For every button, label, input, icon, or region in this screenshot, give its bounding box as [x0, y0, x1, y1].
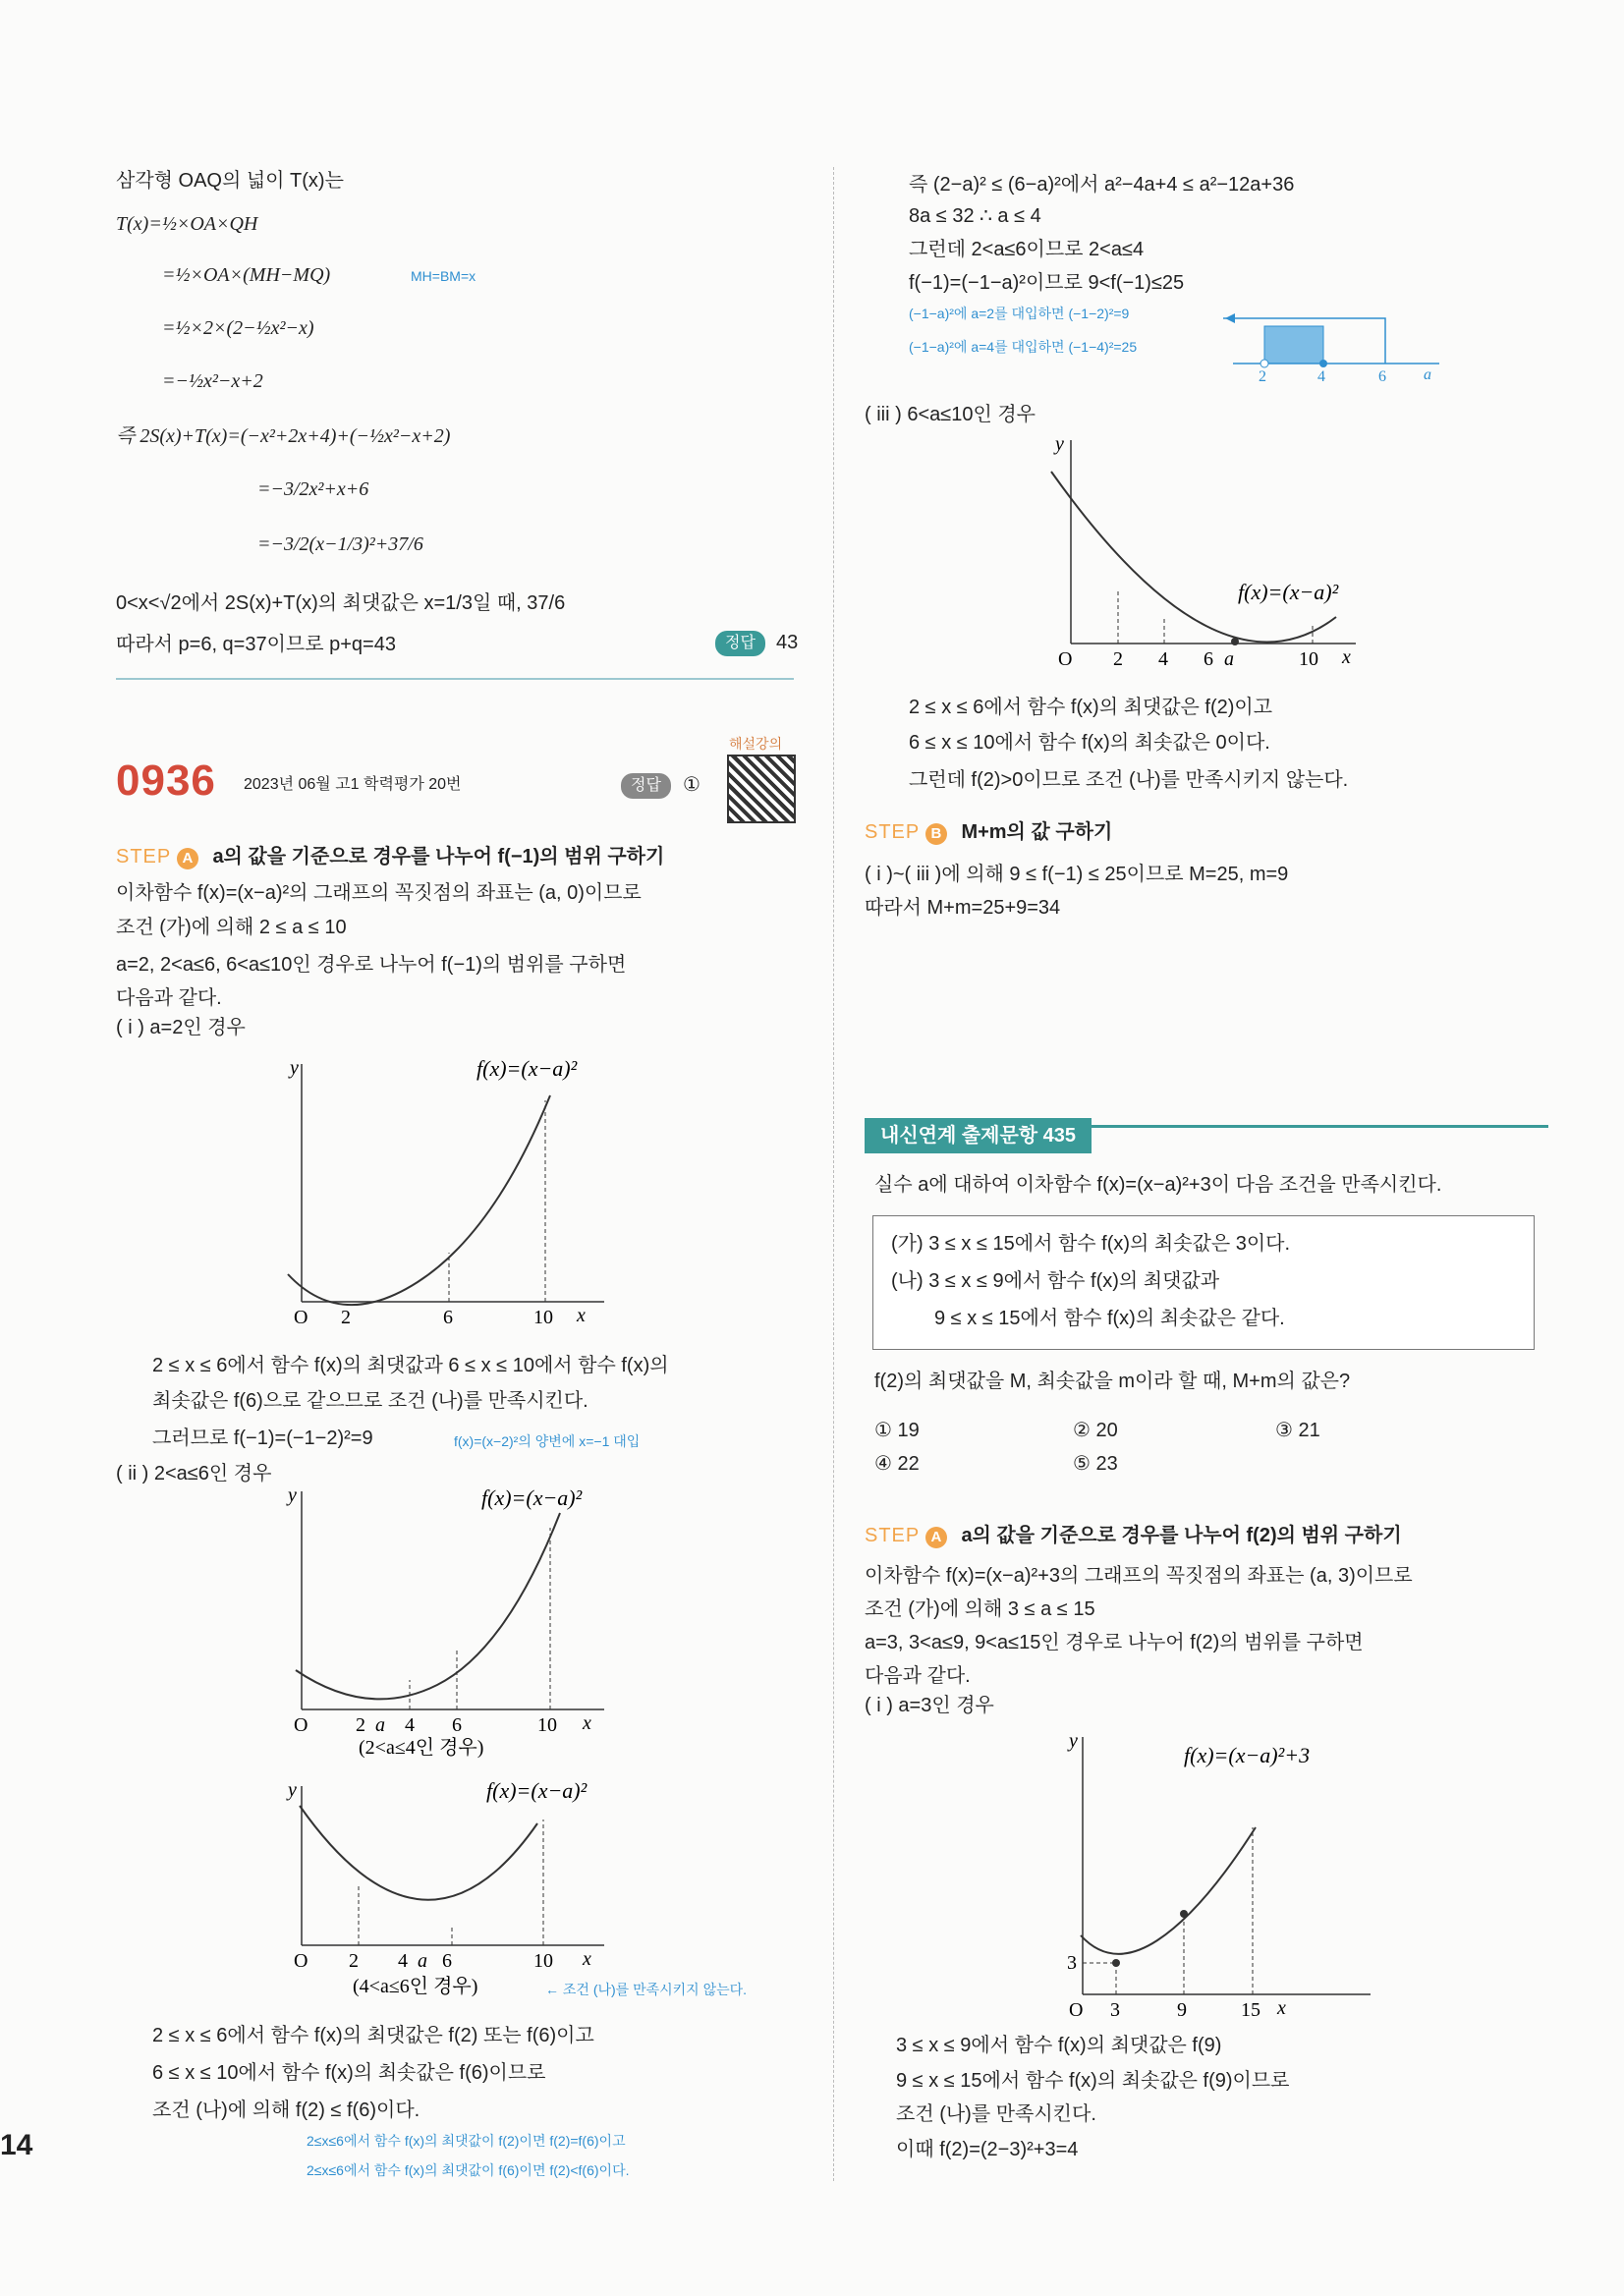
body2-line: 이차함수 f(x)=(x−a)²+3의 그래프의 꼭짓점의 좌표는 (a, 3)이므로: [865, 1565, 1413, 1587]
tick-label: 6: [1378, 368, 1386, 383]
body-line: 조건 (가)에 의해 2 ≤ a ≤ 10: [116, 917, 347, 938]
final-line: 3 ≤ x ≤ 9에서 함수 f(x)의 최댓값은 f(9): [896, 2035, 1222, 2056]
graph-label: f(x)=(x−a)²: [1238, 580, 1339, 604]
x-axis-label: x: [583, 1948, 591, 1970]
condition-line: 9 ≤ x ≤ 15에서 함수 f(x)의 최솟값은 같다.: [934, 1308, 1285, 1329]
graph-label: f(x)=(x−a)²: [481, 1485, 583, 1510]
graph-linked: [1051, 1729, 1375, 2024]
graph-caption: (4<a≤6인 경우): [353, 1976, 478, 1997]
right-top-line: 즉 (2−a)² ≤ (6−a)²에서 a²−4a+4 ≤ a²−12a+36: [909, 174, 1295, 196]
problem-source: 2023년 06월 고1 학력평가 20번: [244, 776, 462, 793]
y-axis-label: y: [288, 1484, 297, 1506]
tick-label: a: [1224, 648, 1234, 670]
case3-title: ( iii ) 6<a≤10인 경우: [865, 404, 1036, 425]
x-axis-label: x: [577, 1305, 586, 1326]
tick-label: 10: [537, 1714, 557, 1736]
choice-1[interactable]: ① 19: [874, 1420, 920, 1441]
tick-label: 2: [1259, 368, 1266, 383]
tick-label: 10: [1299, 648, 1318, 670]
section-divider: [116, 678, 794, 680]
intro-line: =½×OA×(MH−MQ): [162, 264, 331, 286]
ask-text: f(2)의 최댓값을 M, 최솟값을 m이라 할 때, M+m의 값은?: [874, 1371, 1351, 1392]
intro-line: =−½x²−x+2: [162, 370, 263, 392]
case2-note: 2≤x≤6에서 함수 f(x)의 최댓값이 f(2)이면 f(2)=f(6)이고: [307, 2133, 626, 2149]
y-axis-label: y: [288, 1779, 297, 1801]
step-b-line: 따라서 M+m=25+9=34: [865, 897, 1061, 919]
tick-label: 9: [1177, 1999, 1187, 2021]
tick-label: 15: [1241, 1999, 1260, 2021]
number-line: [1213, 295, 1449, 383]
intro-note: MH=BM=x: [411, 268, 476, 284]
final-line: 조건 (나)를 만족시킨다.: [896, 2103, 1096, 2125]
case2-title: ( ii ) 2<a≤6인 경우: [116, 1463, 272, 1484]
tick-label: 10: [533, 1950, 553, 1972]
origin-label: O: [294, 1307, 308, 1328]
x-axis-label: x: [1277, 1997, 1286, 2019]
tick-label: a: [418, 1950, 427, 1972]
condition-line: (가) 3 ≤ x ≤ 15에서 함수 f(x)의 최솟값은 3이다.: [891, 1233, 1291, 1255]
intro-line: =½×2×(2−½x²−x): [162, 317, 314, 339]
case3-line: 6 ≤ x ≤ 10에서 함수 f(x)의 최솟값은 0이다.: [909, 732, 1270, 754]
tick-label: 6: [452, 1714, 462, 1736]
tick-label: 4: [1158, 648, 1168, 670]
body-line: 이차함수 f(x)=(x−a)²의 그래프의 꼭짓점의 좌표는 (a, 0)이므로: [116, 882, 642, 904]
condition-line: (나) 3 ≤ x ≤ 9에서 함수 f(x)의 최댓값과: [891, 1270, 1220, 1292]
tick-label: 6: [442, 1950, 452, 1972]
graph-label: f(x)=(x−a)²: [486, 1778, 588, 1803]
step-b-line: ( i )~( iii )에 의해 9 ≤ f(−1) ≤ 25이므로 M=25, m=9: [865, 864, 1289, 885]
intro-line: 0<x<√2에서 2S(x)+T(x)의 최댓값은 x=1/3일 때, 37/6: [116, 592, 566, 614]
tick-label: 6: [1204, 648, 1213, 670]
x-axis-label: x: [1342, 646, 1351, 668]
tick-label: 6: [443, 1307, 453, 1328]
link-title: 내신연계 출제문항 435: [865, 1118, 1092, 1153]
case1-note: f(x)=(x−2)²의 양변에 x=−1 대입: [454, 1433, 641, 1449]
choice-2[interactable]: ② 20: [1073, 1420, 1118, 1441]
problem-number: 0936: [116, 756, 216, 805]
choice-4[interactable]: ④ 22: [874, 1453, 920, 1475]
choice-3[interactable]: ③ 21: [1275, 1420, 1320, 1441]
problem-answer: ①: [683, 774, 700, 796]
y-axis-label: y: [1069, 1730, 1078, 1752]
case3-line: 그런데 f(2)>0이므로 조건 (나)를 만족시키지 않는다.: [909, 769, 1349, 791]
intro-line: =−3/2(x−1/3)²+37/6: [257, 533, 423, 555]
lecture-label: 해설강의: [729, 736, 783, 752]
graph-case1: [280, 1056, 614, 1331]
case-title: ( i ) a=2인 경우: [116, 1017, 246, 1038]
body-line: 다음과 같다.: [116, 987, 222, 1009]
step-a-heading: STEP A a의 값을 기준으로 경우를 나누어 f(−1)의 범위 구하기: [116, 846, 665, 868]
intro-line: T(x)=½×OA×QH: [116, 213, 258, 235]
tick-label: 3: [1110, 1999, 1120, 2021]
x-axis-label: x: [583, 1712, 591, 1734]
body-line: a=2, 2<a≤6, 6<a≤10인 경우로 나누어 f(−1)의 범위를 구하면: [116, 954, 627, 976]
graph-label: f(x)=(x−a)²: [476, 1056, 578, 1081]
case1-line: 그러므로 f(−1)=(−1−2)²=9: [152, 1428, 373, 1449]
case1-line: 2 ≤ x ≤ 6에서 함수 f(x)의 최댓값과 6 ≤ x ≤ 10에서 함수 f(x)의: [152, 1355, 669, 1376]
case2-line: 조건 (나)에 의해 f(2) ≤ f(6)이다.: [152, 2100, 420, 2121]
tick-label: 4: [1317, 368, 1325, 383]
case2-note: 2≤x≤6에서 함수 f(x)의 최댓값이 f(6)이면 f(2)<f(6)이다.: [307, 2162, 630, 2178]
intro-line: 삼각형 OAQ의 넓이 T(x)는: [116, 170, 344, 192]
origin-label: O: [1069, 1999, 1084, 2021]
origin-label: O: [294, 1714, 308, 1736]
condition-box: [872, 1215, 1535, 1350]
graph3-note: ← 조건 (나)를 만족시키지 않는다.: [545, 1982, 748, 1997]
tick-label: 2: [349, 1950, 359, 1972]
tick-label: 10: [533, 1307, 553, 1328]
column-divider: [833, 167, 834, 2181]
tick-label: 2: [356, 1714, 365, 1736]
answer-badge: 정답: [715, 631, 765, 656]
tick-label: 4: [405, 1714, 415, 1736]
final-line: 이때 f(2)=(2−3)²+3=4: [896, 2139, 1079, 2160]
graph-case3: [1032, 432, 1366, 678]
intro-line: 따라서 p=6, q=37이므로 p+q=43: [116, 634, 396, 655]
case2-line: 2 ≤ x ≤ 6에서 함수 f(x)의 최댓값은 f(2) 또는 f(6)이고: [152, 2025, 594, 2046]
case3-line: 2 ≤ x ≤ 6에서 함수 f(x)의 최댓값은 f(2)이고: [909, 697, 1273, 718]
intro-line: =−3/2x²+x+6: [257, 478, 369, 500]
axis-label: a: [1424, 366, 1431, 383]
case-title: ( i ) a=3인 경우: [865, 1695, 994, 1716]
step-b-heading: STEP B M+m의 값 구하기: [865, 821, 1113, 843]
problem-answer-badge: 정답: [621, 773, 671, 799]
tick-label: 4: [398, 1950, 408, 1972]
graph-caption: (2<a≤4인 경우): [359, 1737, 484, 1759]
tick-label: a: [375, 1714, 385, 1736]
graph-case2b: [280, 1778, 614, 2004]
intro-line: 즉 2S(x)+T(x)=(−x²+2x+4)+(−½x²−x+2): [116, 425, 451, 447]
right-top-note: (−1−a)²에 a=2를 대입하면 (−1−2)²=9: [909, 306, 1130, 321]
body2-line: a=3, 3<a≤9, 9<a≤15인 경우로 나누어 f(2)의 범위를 구하면: [865, 1632, 1364, 1653]
right-top-line: 8a ≤ 32 ∴ a ≤ 4: [909, 205, 1041, 227]
step-a2-heading: STEP A a의 값을 기준으로 경우를 나누어 f(2)의 범위 구하기: [865, 1525, 1402, 1546]
final-line: 9 ≤ x ≤ 15에서 함수 f(x)의 최솟값은 f(9)이므로: [896, 2070, 1290, 2092]
y-axis-label: y: [1055, 433, 1064, 455]
body2-line: 조건 (가)에 의해 3 ≤ a ≤ 15: [865, 1598, 1095, 1620]
page-number: 14: [0, 2129, 33, 2161]
tick-label: 2: [1113, 648, 1123, 670]
case2-line: 6 ≤ x ≤ 10에서 함수 f(x)의 최솟값은 f(6)이므로: [152, 2062, 546, 2084]
right-top-line: 그런데 2<a≤6이므로 2<a≤4: [909, 239, 1145, 260]
origin-label: O: [294, 1950, 308, 1972]
graph-label: f(x)=(x−a)²+3: [1184, 1743, 1311, 1767]
qr-code[interactable]: [727, 755, 796, 823]
graph-case2a: [280, 1484, 614, 1759]
right-top-note: (−1−a)²에 a=4를 대입하면 (−1−4)²=25: [909, 339, 1138, 355]
choice-5[interactable]: ⑤ 23: [1073, 1453, 1118, 1475]
right-top-line: f(−1)=(−1−a)²이므로 9<f(−1)≤25: [909, 272, 1185, 294]
y-tick-label: 3: [1067, 1952, 1077, 1974]
case1-line: 최솟값은 f(6)으로 같으므로 조건 (나)를 만족시킨다.: [152, 1390, 588, 1412]
y-axis-label: y: [290, 1057, 299, 1079]
answer-value: 43: [776, 632, 799, 653]
body2-line: 다음과 같다.: [865, 1665, 971, 1687]
tick-label: 2: [341, 1307, 351, 1328]
question-text: 실수 a에 대하여 이차함수 f(x)=(x−a)²+3이 다음 조건을 만족시킨다.: [874, 1174, 1442, 1196]
origin-label: O: [1058, 648, 1073, 670]
